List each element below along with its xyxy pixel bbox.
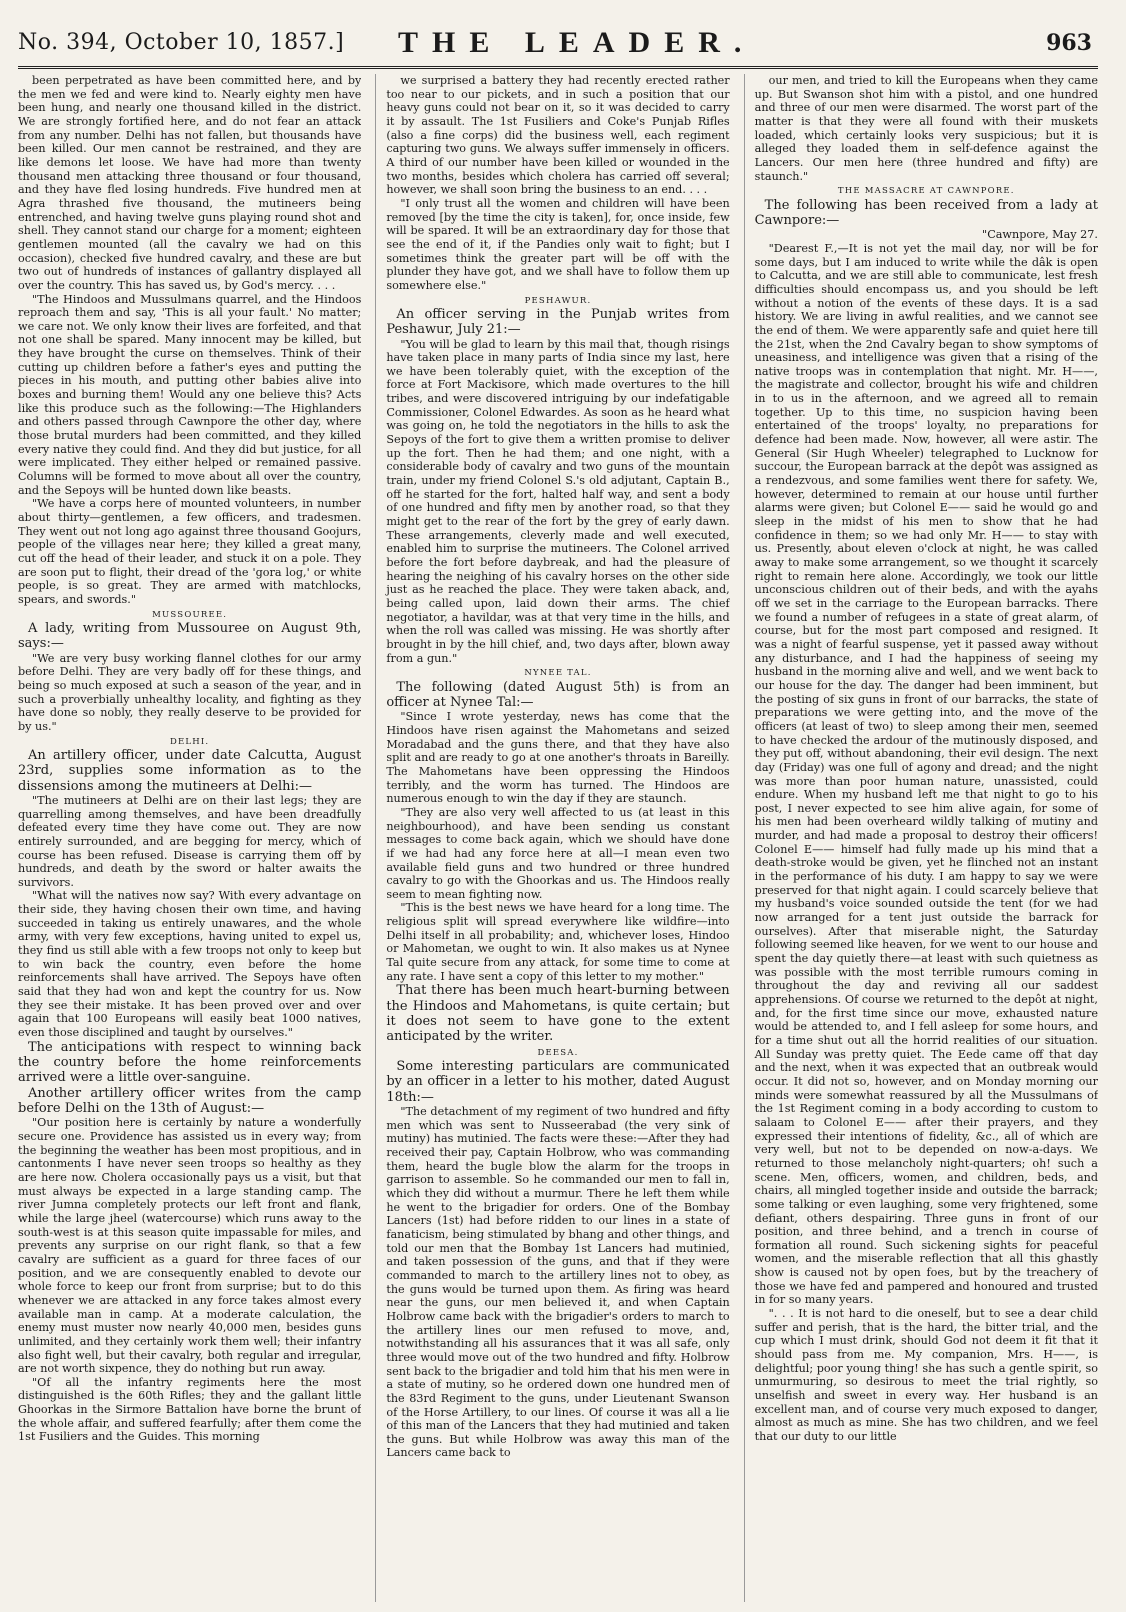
paragraph: "This is the best news we have heard for a long time. The religious split will spread everywhere like wildfire—into Delhi itself in all probability; and, whichever loses, Hindoo or Mahometan, we ought to win. It also makes us at Nynee Tal quite secure from any attack, for some time to come at any rate. I have sent a copy of this letter to my mother." xyxy=(386,901,730,983)
paragraph: "We have a corps here of mounted volunteers, in number about thirty—gentlemen, a few officers, and tradesmen. They went out not long ago against three thousand Goojurs, people of the villages near here; they killed a great many, cut off the head of their leader, and stuck it on a pole. They are soon put to flight, their dread of the 'gora log,' or white people, is so great. They are armed with matchlocks, spears, and swords." xyxy=(18,497,362,606)
paragraph: "They are also very well affected to us (at least in this neighbourhood), and have been sending us constant messages to come back again, which we should have done if we had had any force here at all—I mean even two available field guns and two hundred or three hundred cavalry to go with the Ghoorkas and us. The Hindoos really seem to mean fighting now. xyxy=(386,805,730,901)
paragraph: Another artillery officer writes from the camp before Delhi on the 13th of August:— xyxy=(18,1085,362,1117)
paragraph: That there has been much heart-burning between the Hindoos and Mahometans, is quite certain; but it does not seem to have gone to the extent anticipated by the writer. xyxy=(386,983,730,1045)
masthead xyxy=(18,26,1098,69)
paragraph: "Our position here is certainly by nature a wonderfully secure one. Providence has assisted us in every way; from the beginning the weather has been most propitious, and in cantonments I have never seen troops so healthy as they are here now. Cholera occasionally pays us a visit, but that must always be expected in a large standing camp. The river Jumna completely protects our left front and flank, while the large jheel (watercourse) which runs away to the south-west is at this season quite impassable for miles, and prevents any surprise on our right flank, so that a few cavalry are sufficient as a guard for three faces of our position, and we are consequently enabled to devote our whole force to keep our front from surprise; but to do this whenever we are attacked in any force takes almost every available man in camp. At a moderate calculation, the enemy must muster now nearly 40,000 men, besides guns unlimited, and they certainly work them well; their infantry also fight well, but their cavalry, both regular and irregular, are not worth sixpence, they do nothing but run away. xyxy=(18,1116,362,1376)
paragraph: The following (dated August 5th) is from an officer at Nynee Tal:— xyxy=(386,679,730,710)
paragraph: "You will be glad to learn by this mail that, though risings have taken place in many parts of India since my last, here we have been tolerably quiet, with the exception of the force at Fort Mackisore, which made overtures to the hill tribes, and were discovered intriguing by our indefatigable Commissioner, Colonel Edwardes. As soon as he heard what was going on, he told the negotiators in the hills to ask the Sepoys of the fort to give them a written promise to deliver up the fort. Then he had them; and one night, with a considerable body of cavalry and two guns of the mountain train, under my friend Colonel S.'s old adjutant, Captain B., off he started for the fort, halted half way, and sent a body of one hundred and fifty men by another road, so that they might get to the rear of the fort by the grey of early dawn. These arrangements, cleverly made and well executed, enabled him to surprise the mutineers. The Colonel arrived before the fort before daybreak, and had the pleasure of hearing the neighing of his cavalry horses on the other side just as he reached the place. They were taken aback, and, being called upon, laid down their arms. The chief negotiator, a havildar, was at that very time in the hills, and when the roll was called was missing. He was shortly after brought in by the hill chief, and, two days after, blown away from a gun." xyxy=(386,337,730,665)
paragraph: Some interesting particulars are communicated by an officer in a letter to his mother, dated August 18th:— xyxy=(386,1059,730,1105)
paragraph: "I only trust all the women and children will have been removed [by the time the city is taken], for, once inside, few will be spared. It will be an extraordinary day for those that see the end of it, if the Pandies only wait to fight; but I sometimes think the greater part will be off with the plunder they have got, and we shall have to follow them up somewhere else." xyxy=(386,196,730,292)
article-columns xyxy=(18,74,1098,1602)
paragraph: A lady, writing from Mussouree on August 9th, says:— xyxy=(18,620,362,652)
paragraph: "Of all the infantry regiments here the most distinguished is the 60th Rifles; they and the gallant little Ghoorkas in the Sirmore Battalion have borne the brunt of the whole affair, and suffered fearfully; after them come the 1st Fusiliers and the Guides. This morning xyxy=(18,1375,362,1444)
paragraph: An officer serving in the Punjab writes from Peshawur, July 21:— xyxy=(386,306,730,338)
paragraph: "The detachment of my regiment of two hundred and fifty men which was sent to Nusseerabad (the very sink of mutiny) has mutinied. The facts were these:—After they had received their pay, Captain Holbrow, who was commanding them, heard the bugle blow the alarm for the troops in garrison to assemble. So he commanded our men to fall in, which they did without a murmur. There he left them while he went to the brigadier for orders. One of the Bombay Lancers (1st) had before ridden to our lines in a state of fanaticism, being stimulated by bhang and other things, and told our men that the Bombay 1st Lancers had mutinied, and taken possession of the guns, and that if they were commanded to march to the artillery lines not to obey, as the guns would be turned upon them. As firing was heard near the guns, our men believed it, and when Captain Holbrow came back with the brigadier's orders to march to the artillery lines our men refused to move, and, notwithstanding all his assurances that it was all safe, only three would move out of the two hundred and fifty. Holbrow sent back to the brigadier and told him that his men were in a state of mutiny, so he ordered down one hundred men of the 83rd Regiment to the guns, under Lieutenant Swanson of the Horse Artillery, to our lines. Of course it was all a lie of this man of the Lancers that they had mutinied and taken the guns. But while Holbrow was away this man of the Lancers came back to xyxy=(386,1105,730,1460)
paragraph: "Since I wrote yesterday, news has come that the Hindoos have risen against the Mahometans and seized Moradabad and the guns there, and that they have also split and are ready to go at one another's throats in Bareilly. The Mahometans have been oppressing the Hindoos terribly, and the worm has turned. The Hindoos are numerous enough to win the day if they are staunch. xyxy=(386,710,730,806)
paragraph: "We are very busy working flannel clothes for our army before Delhi. They are very badly off for these things, and being so much exposed at such a season of the year, and in such a proverbially unhealthy locality, and fighting as they have done so nobly, they really deserve to be provided for by us." xyxy=(18,651,362,733)
page-number: 963 xyxy=(1046,30,1092,56)
paragraph: "The Hindoos and Mussulmans quarrel, and the Hindoos reproach them and say, 'This is all your fault.' No matter; we care not. We only know their lives are forfeited, and that not one shall be spared. Many innocent may be killed, but they have brought the curse on themselves. Think of their cutting up children before a father's eyes and putting the pieces in his mouth, and putting other babies alive into boxes and burning them! Would any one believe this? Acts like this produce such as the following:—The Highlanders and others passed through Cawnpore the other day, where those brutal murders had been committed, and they killed every native they could find. And they did but justice, for all were implicated. They either helped or remained passive. Columns will be formed to move about all over the country, and the Sepoys will be hunted down like beasts. xyxy=(18,292,362,497)
section-heading-peshawur: PESHAWUR. xyxy=(524,295,592,306)
issue-line: No. 394, October 10, 1857.] xyxy=(18,30,345,55)
paragraph: An artillery officer, under date Calcutta, August 23rd, supplies some information as to the dissensions among the mutineers at Delhi:— xyxy=(18,747,362,794)
paragraph: ". . . It is not hard to die oneself, but to see a dear child suffer and perish, that is the hard, the bitter trial, and the cup which I must drink, should God not deem it fit that it should pass from me. My companion, Mrs. H——, is delightful; poor young thing! she has such a gentle spirit, so unmurmuring, so desirous to meet the trial rightly, so unselfish and sweet in every way. Her husband is an excellent man, and of course very much exposed to danger, almost as much as mine. She has two children, and we feel that our duty to our little xyxy=(754,1307,1098,1444)
column-3 xyxy=(744,74,1098,1602)
section-heading-delhi: DELHI. xyxy=(169,736,210,747)
section-heading-nynee-tal: NYNEE TAL. xyxy=(524,668,592,679)
paragraph: "Dearest F.,—It is not yet the mail day, nor will be for some days, but I am induced to write while the dâk is open to Calcutta, and we are still able to communicate, lest fresh difficulties should encompass us, and you should be left without a notion of the events of these days. It is a sad history. We are living in awful realities, and we cannot see the end of them. We were apparently safe and quiet here till the 21st, when the 2nd Cavalry began to show symptoms of uneasiness, and intelligence was given that a rising of the native troops was in contemplation that night. Mr. H——, the magistrate and collector, brought his wife and children in to us in the afternoon, and we agreed all to remain together. Up to this time, no suspicion having been entertained of the troops' loyalty, no preparations for defence had been made. Now, however, all were astir. The General (Sir Hugh Wheeler) telegraphed to Lucknow for succour, the European barrack at the depôt was assigned as a rendezvous, and some families went there for safety. We, however, determined to remain at our house until further alarms were given; but Colonel E—— said he would go and sleep in the midst of his men to show that he had confidence in them; so we had only Mr. H—— to stay with us. Presently, about eleven o'clock at night, he was called away to make some arrangement, so we thought it scarcely right to remain here alone. Accordingly, we took our little unconscious children out of their beds, and with the ayahs off we set in the carriage to the European barracks. There we found a number of refugees in a state of great alarm, of course, but for the most part composed and resigned. It was a night of fearful suspense, yet it passed away without any disturbance, and I had the happiness of seeing my husband in the morning alive and well, and we went back to our house for the day. The danger had been imminent, but the posting of six guns in front of our barracks, the state of preparations we were getting into, and the move of the officers (at least of two) to sleep among their men, seemed to have checked the ardour of the mutinously disposed, and they put off, without abandoning, their evil design. The next day (Friday) was one full of agony and dread; and the night was more than poor human nature, unassisted, could endure. When my husband left me that night to go to his post, I never expected to see him alive again, for some of his men had been overheard wildly talking of mutiny and murder, and had made a proposal to destroy their officers! Colonel E—— himself had fully made up his mind that a death-stroke would be given, yet he flinched not an instant in the performance of his duty. I am happy to say we were preserved for that night again. I could scarcely believe that my husband's voice sounded outside the tent (for we had now arranged for a tent just outside the barrack for ourselves). After that miserable night, the Saturday following seemed like heaven, for we went to our house and spent the day quietly there—at least with such quietness as was possible with the most terrible rumours coming in throughout the day and reviving all our saddest apprehensions. Of course we returned to the depôt at night, and, for the first time since our move, exhausted nature would be attended to, and I fell asleep for some hours, and for a time shut out all the horrid realities of our situation. All Sunday was pretty quiet. The Eede came off that day and the next, when it was expected that an outbreak would occur. It did not so, however, and on Monday morning our minds were somewhat reassured by all the Mussulmans of the 1st Regiment coming in a body according to custom to salaam to Colonel E—— after their prayers, and they expressed their intentions of fidelity, &c., all of which are very well, but not to be depended on now-a-days. We returned to those melancholy night-quarters; oh! such a scene. Men, officers, women, and children, beds, and chairs, all mingled together inside and outside the barrack; some talking or even laughing, some very frightened, some defiant, others despairing. Three guns in front of our position, and three behind, and a trench in course of formation all round. Such sickening sights for peaceful women, and the miserable reflection that all this ghastly show is caused not by open foes, but by the treachery of those we have fed and pampered and honoured and trusted in for so many years. xyxy=(754,241,1098,1307)
column-1 xyxy=(18,74,361,1602)
paragraph: The anticipations with respect to winning back the country before the home reinforcements arrived were a little over-sanguine. xyxy=(18,1039,362,1086)
paragraph: The following has been received from a lady at Cawnpore:— xyxy=(754,197,1098,228)
section-heading-deesa: DEESA. xyxy=(537,1047,579,1058)
paragraph: "The mutineers at Delhi are on their last legs; they are quarrelling among themselves, and have been dreadfully defeated every time they have come out. They are now entirely surrounded, and are begging for mercy, which of course has been refused. Disease is carrying them off by hundreds, and death by the sword or halter awaits the survivors. xyxy=(18,793,362,889)
paragraph: been perpetrated as have been committed here, and by the men we fed and were kind to. Nearly eighty men have been hung, and nearly one thousand killed in the district. We are strongly fortified here, and do not fear an attack from any number. Delhi has not fallen, but thousands have been killed. Our men cannot be restrained, and they are like demons let loose. We have had more than twenty thousand men attacking three thousand or four thousand, and they have fled losing hundreds. Five hundred men at Agra thrashed five thousand, the mutineers being entrenched, and having twelve guns playing round shot and shell. They cannot stand our charge for a moment; eighteen gentlemen mounted (all the cavalry we had on this occasion), checked five hundred cavalry, and these are but two out of hundreds of instances of gallantry displayed all over the country. This has saved us, by God's mercy. . . . xyxy=(18,74,362,292)
paragraph: our men, and tried to kill the Europeans when they came up. But Swanson shot him with a pistol, and one hundred and three of our men were disarmed. The worst part of the matter is that they were all found with their muskets loaded, which certainly looks very suspicious; but it is alleged they loaded them in self-defence against the Lancers. Our men here (three hundred and fifty) are staunch." xyxy=(754,74,1098,183)
section-heading-mussouree: MUSSOUREE. xyxy=(152,609,228,620)
column-2 xyxy=(375,74,729,1602)
paragraph: "What will the natives now say? With every advantage on their side, they having chosen their own time, and having succeeded in taking us entirely unawares, and the whole army, with very few exceptions, having united to expel us, they find us still able with a few troops not only to keep but to win back the country, even before the home reinforcements shall have arrived. The Sepoys have often said that they had won and kept the country for us. Now they see their mistake. It has been proved over and over again that 100 Europeans will easily beat 1000 natives, even those disciplined and taught by ourselves." xyxy=(18,889,362,1040)
paragraph: we surprised a battery they had recently erected rather too near to our pickets, and in such a position that our heavy guns could not bear on it, so it was decided to carry it by assault. The 1st Fusiliers and Coke's Punjab Rifles (also a fine corps) did the business well, each regiment capturing two guns. We always suffer immensely in officers. A third of our number have been killed or wounded in the two months, besides which cholera has carried off several; however, we shall soon bring the business to an end. . . . xyxy=(386,74,730,197)
dateline: "Cawnpore, May 27. xyxy=(982,228,1098,242)
newspaper-title: THE LEADER. xyxy=(398,26,756,59)
section-heading-massacre: THE MASSACRE AT CAWNPORE. xyxy=(837,186,1015,197)
